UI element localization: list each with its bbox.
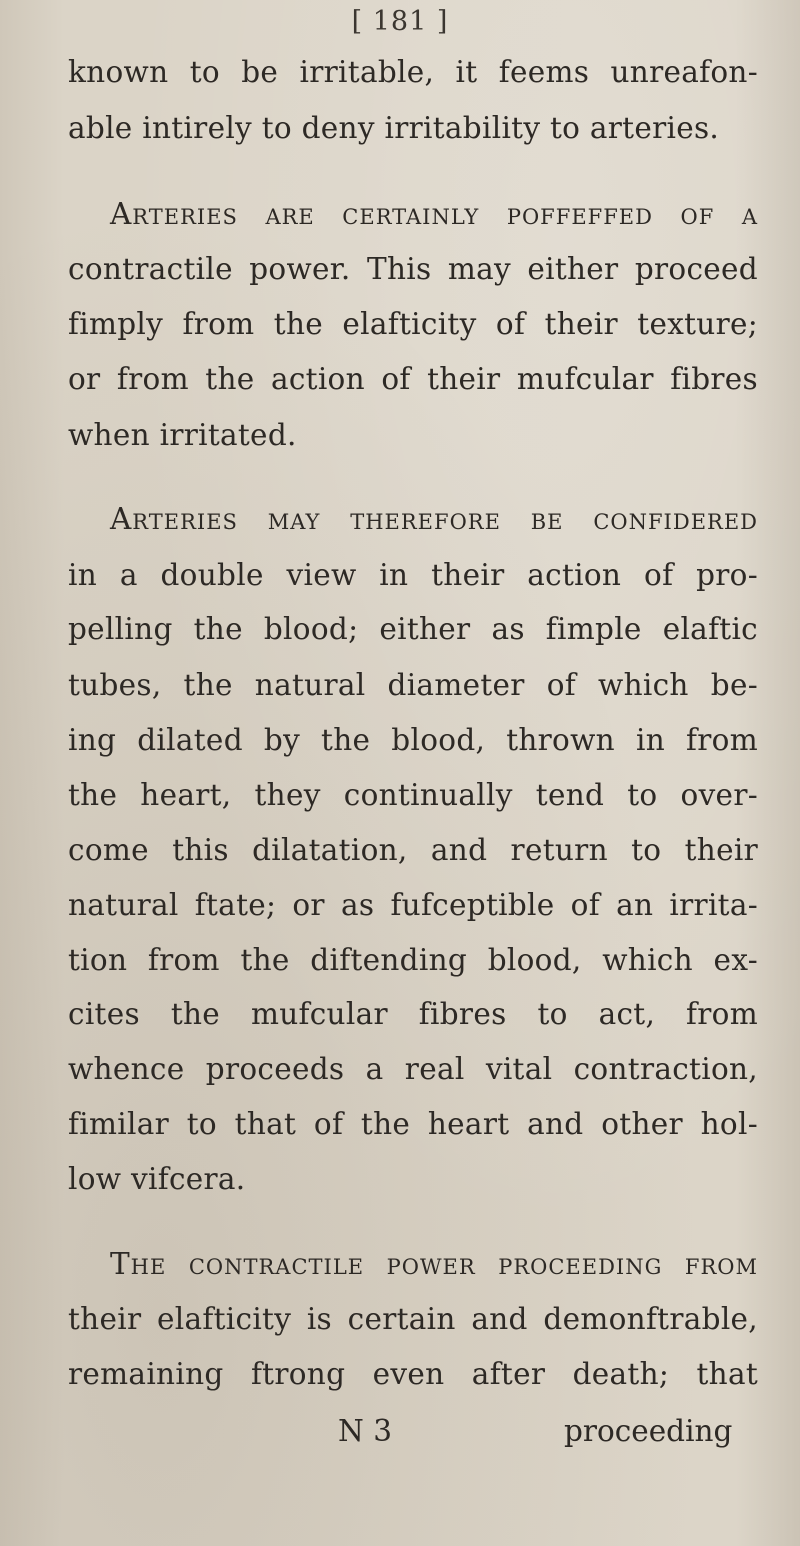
text-line: remaining ftrong even after death; that bbox=[68, 1357, 758, 1391]
text-line: pelling the blood; either as fimple elaftic bbox=[68, 612, 758, 646]
text-line: cites the mufcular fibres to act, from bbox=[68, 997, 758, 1031]
text-line: tubes, the natural diameter of which be- bbox=[68, 668, 758, 702]
paragraph-lead-line: Arteries may therefore be confidered bbox=[110, 502, 758, 536]
text-line: fimply from the elafticity of their texture; bbox=[68, 307, 758, 341]
text-line: fimilar to that of the heart and other hol- bbox=[68, 1107, 758, 1141]
page-number: [ 181 ] bbox=[351, 6, 449, 37]
text-line: when irritated. bbox=[68, 418, 297, 452]
text-line: able intirely to deny irritability to arteries. bbox=[68, 111, 720, 145]
text-line: tion from the diftending blood, which ex- bbox=[68, 943, 758, 977]
text-line: natural ftate; or as fufceptible of an irrita- bbox=[68, 888, 758, 922]
paragraph-lead-line: Arteries are certainly poffeffed of a bbox=[110, 197, 758, 231]
catchword: proceeding bbox=[564, 1414, 733, 1448]
signature-mark: N 3 bbox=[338, 1414, 392, 1448]
text-line: known to be irritable, it feems unreafon- bbox=[68, 55, 758, 89]
text-line: or from the action of their mufcular fibres bbox=[68, 362, 758, 396]
text-line: low vifcera. bbox=[68, 1162, 246, 1196]
text-line: whence proceeds a real vital contraction, bbox=[68, 1052, 758, 1086]
text-line: the heart, they continually tend to over- bbox=[68, 778, 758, 812]
text-line: contractile power. This may either proceed bbox=[68, 252, 758, 286]
text-line: in a double view in their action of pro- bbox=[68, 558, 758, 592]
text-line: ing dilated by the blood, thrown in from bbox=[68, 723, 758, 757]
text-line: their elafticity is certain and demonftrable, bbox=[68, 1302, 758, 1336]
text-line: come this dilatation, and return to their bbox=[68, 833, 758, 867]
paragraph-lead-line: The contractile power proceeding from bbox=[110, 1247, 758, 1281]
